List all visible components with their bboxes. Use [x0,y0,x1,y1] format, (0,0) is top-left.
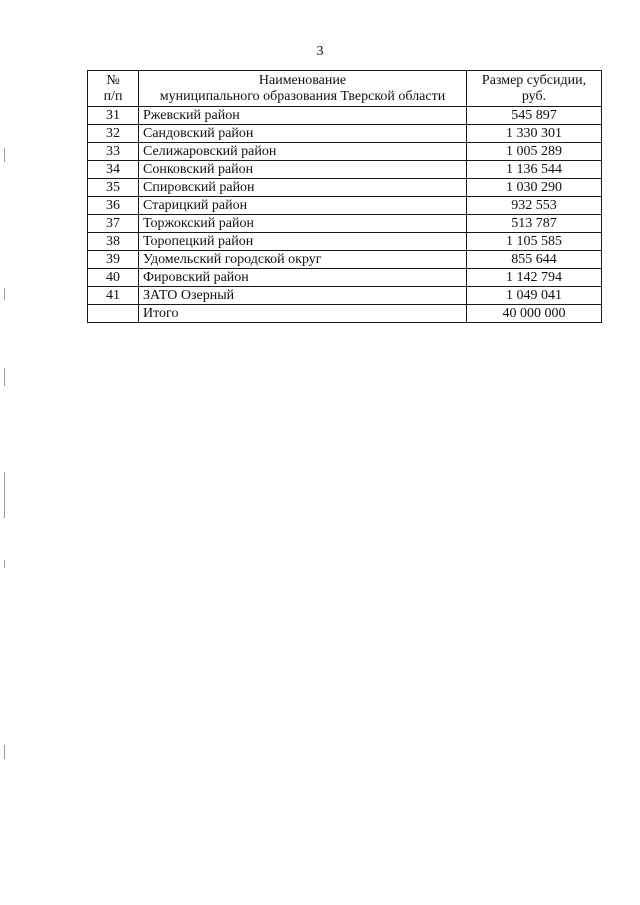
header-name-line-1: Наименование [258,73,347,88]
row-number: 40 [88,269,139,287]
municipality-name: Сандовский район [139,125,467,143]
total-amount: 40 000 000 [467,305,602,323]
header-row [88,71,602,107]
header-amount-line-1: Размер субсидии, [481,73,587,88]
header-num-line-1: № [106,73,120,88]
table-row [88,125,602,143]
header-num-line-2: п/п [103,89,123,104]
subsidy-amount: 1 105 585 [467,233,602,251]
municipality-name: Торжокский район [139,215,467,233]
table-body [88,107,602,323]
table-row [88,215,602,233]
subsidy-amount: 1 142 794 [467,269,602,287]
subsidy-amount: 1 030 290 [467,179,602,197]
table-row [88,161,602,179]
municipality-name: Сонковский район [139,161,467,179]
row-number: 32 [88,125,139,143]
row-number: 35 [88,179,139,197]
subsidy-amount: 1 005 289 [467,143,602,161]
row-number: 41 [88,287,139,305]
row-number: 34 [88,161,139,179]
municipality-name: Селижаровский район [139,143,467,161]
row-number: 33 [88,143,139,161]
municipality-name: Торопецкий район [139,233,467,251]
subsidy-table [87,70,602,323]
row-number: 38 [88,233,139,251]
row-number: 31 [88,107,139,125]
header-num [88,71,139,107]
table-row [88,233,602,251]
subsidy-amount: 1 330 301 [467,125,602,143]
subsidy-amount: 855 644 [467,251,602,269]
table-row [88,197,602,215]
total-row [88,305,602,323]
table-header [88,71,602,107]
subsidy-amount: 932 553 [467,197,602,215]
header-amount-line-2: руб. [521,89,547,104]
municipality-name: Спировский район [139,179,467,197]
municipality-name: ЗАТО Озерный [139,287,467,305]
page-number: 3 [316,44,324,59]
row-number: 39 [88,251,139,269]
table-row [88,107,602,125]
subsidy-amount: 1 136 544 [467,161,602,179]
subsidy-amount: 545 897 [467,107,602,125]
row-number: 37 [88,215,139,233]
table-row [88,287,602,305]
header-amount [467,71,602,107]
municipality-name: Фировский район [139,269,467,287]
table-row [88,143,602,161]
row-number: 36 [88,197,139,215]
header-name [139,71,467,107]
municipality-name: Старицкий район [139,197,467,215]
municipality-name: Удомельский городской округ [139,251,467,269]
subsidy-amount: 513 787 [467,215,602,233]
table-row [88,269,602,287]
table-row [88,251,602,269]
total-number [88,305,139,323]
total-label: Итого [139,305,467,323]
header-name-line-2: муниципального образования Тверской области [159,89,446,104]
municipality-name: Ржевский район [139,107,467,125]
scan-margin-marks [0,0,8,905]
table-row [88,179,602,197]
subsidy-amount: 1 049 041 [467,287,602,305]
